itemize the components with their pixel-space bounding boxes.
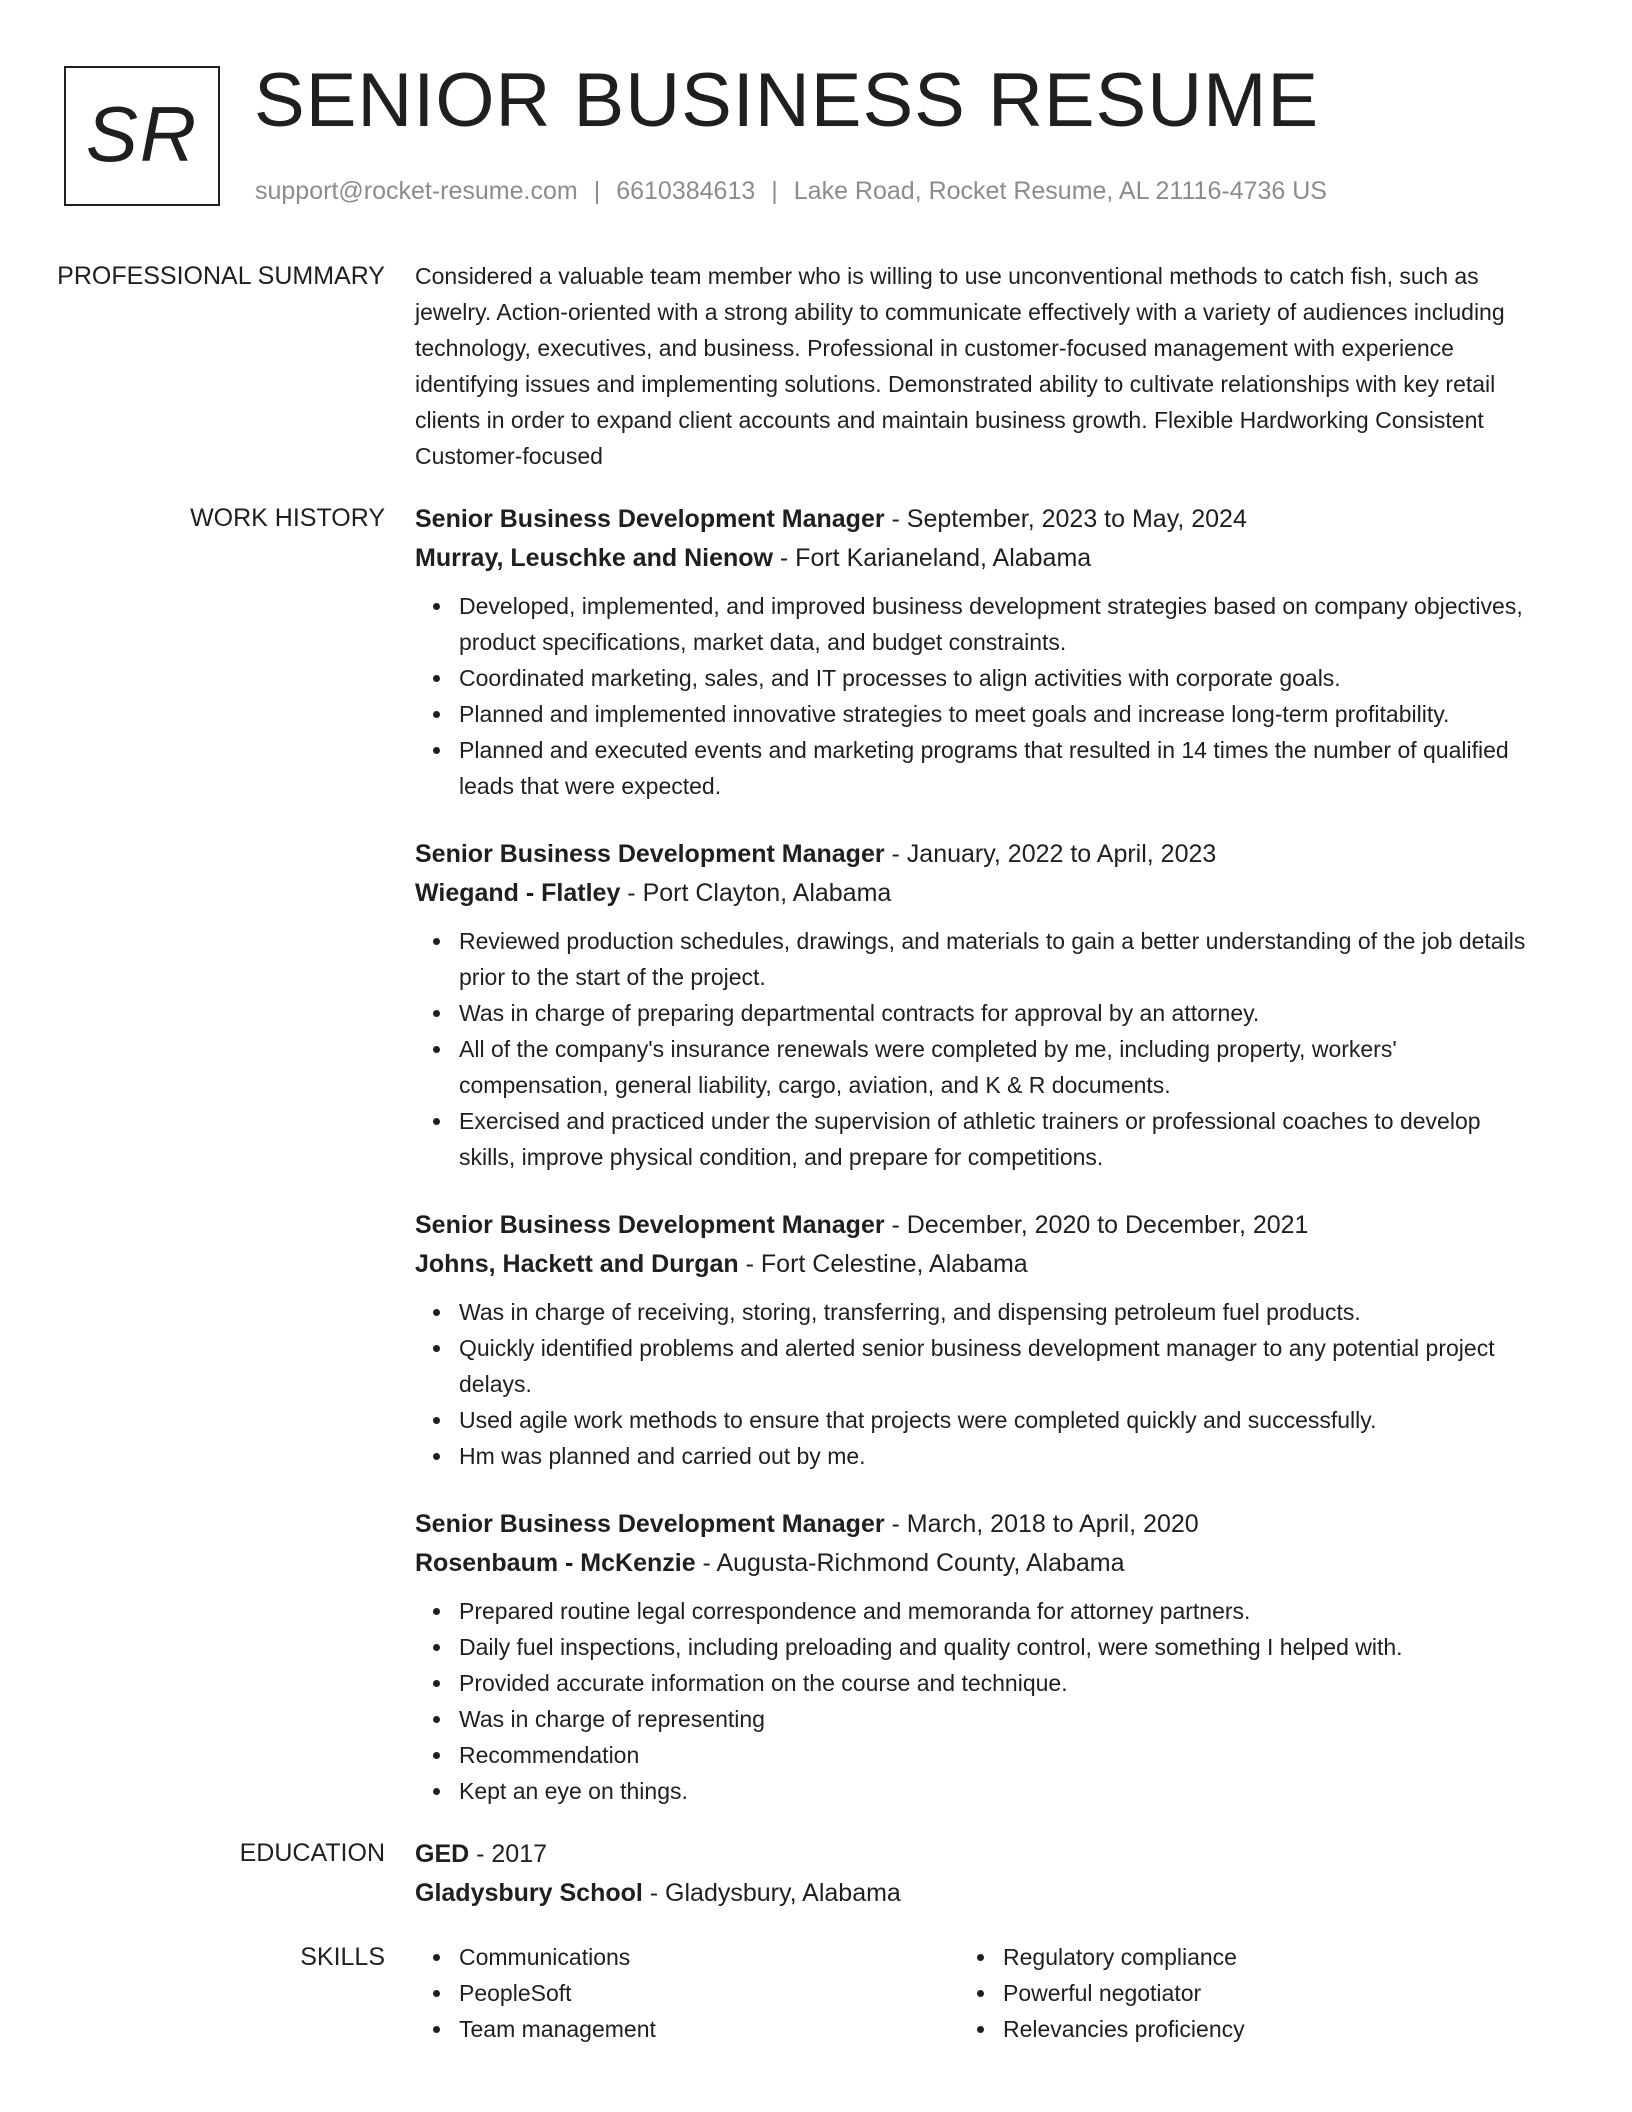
job-bullet: Reviewed production schedules, drawings, and materials to gain a better understanding of the job details prior to the start of the project. (459, 923, 1535, 995)
job-dates: - December, 2020 to December, 2021 (884, 1211, 1309, 1239)
resume-sections (0, 258, 1632, 2073)
skill-item: Communications (459, 1939, 979, 1975)
job-bullets (415, 588, 1535, 804)
job-bullet: Was in charge of representing (459, 1701, 1535, 1737)
skill-item: Relevancies proficiency (1003, 2011, 1523, 2047)
skill-item: Regulatory compliance (1003, 1939, 1523, 1975)
job-bullet: Used agile work methods to ensure that projects were completed quickly and successfully. (459, 1402, 1535, 1438)
job-title: Senior Business Development Manager (415, 1510, 885, 1538)
job-bullet: Recommendation (459, 1737, 1535, 1773)
contact-separator: | (771, 177, 778, 205)
job-bullet: Prepared routine legal correspondence and memoranda for attorney partners. (459, 1593, 1535, 1629)
skill-item: PeopleSoft (459, 1975, 979, 2011)
job-title-line (415, 1206, 1535, 1245)
job-dates: - September, 2023 to May, 2024 (884, 505, 1247, 533)
education-school-line (415, 1874, 1535, 1913)
job-entry (415, 1206, 1535, 1474)
job-bullets (415, 923, 1535, 1175)
job-location: - Fort Celestine, Alabama (738, 1250, 1028, 1278)
job-list (415, 500, 1535, 1809)
job-company: Murray, Leuschke and Nienow (415, 544, 773, 572)
job-bullet: Provided accurate information on the course and technique. (459, 1665, 1535, 1701)
job-bullet: Planned and implemented innovative strategies to meet goals and increase long-term profitability. (459, 696, 1535, 732)
job-bullets (415, 1294, 1535, 1474)
job-bullet: Was in charge of preparing departmental contracts for approval by an attorney. (459, 995, 1535, 1031)
job-location: - Augusta-Richmond County, Alabama (695, 1549, 1125, 1577)
contact-separator: | (593, 177, 601, 205)
section-label: PROFESSIONAL SUMMARY (57, 262, 385, 290)
job-company: Wiegand - Flatley (415, 879, 621, 907)
job-bullet: Was in charge of receiving, storing, transferring, and dispensing petroleum fuel products. (459, 1294, 1535, 1330)
contact-email: support@rocket-resume.com (255, 177, 578, 205)
job-bullet: Coordinated marketing, sales, and IT processes to align activities with corporate goals. (459, 660, 1535, 696)
job-title-line (415, 1505, 1535, 1544)
job-company-line (415, 539, 1535, 578)
education-year: - 2017 (469, 1840, 548, 1868)
section-education (0, 1835, 1632, 1913)
job-entry (415, 500, 1535, 804)
section-label: WORK HISTORY (190, 504, 385, 532)
section-skills (0, 1939, 1632, 2047)
monogram-badge (64, 66, 220, 206)
job-bullet: Exercised and practiced under the supervision of athletic trainers or professional coaches to develop skills, improve physical condition, and prepare for competitions. (459, 1103, 1535, 1175)
job-entry (415, 835, 1535, 1175)
job-bullet: Daily fuel inspections, including preloading and quality control, were something I helped with. (459, 1629, 1535, 1665)
section-body (415, 1835, 1535, 1913)
resume-title: SENIOR BUSINESS RESUME (254, 58, 1320, 143)
job-company-line (415, 1544, 1535, 1583)
job-location: - Fort Karianeland, Alabama (772, 544, 1092, 572)
section-label: SKILLS (300, 1943, 385, 1971)
job-bullet: Developed, implemented, and improved business development strategies based on company objectives, product specifications, market data, and budget constraints. (459, 588, 1535, 660)
job-title-line (415, 500, 1535, 539)
job-company: Johns, Hackett and Durgan (415, 1250, 739, 1278)
job-bullet: All of the company's insurance renewals were completed by me, including property, workers' compensation, general liability, cargo, aviation, and K & R documents. (459, 1031, 1535, 1103)
job-title-line (415, 835, 1535, 874)
education-school: Gladysbury School (415, 1879, 643, 1907)
section-body (415, 258, 1535, 474)
job-title: Senior Business Development Manager (415, 840, 885, 868)
contact-phone: 6610384613 (616, 177, 756, 205)
education-degree: GED (415, 1840, 470, 1868)
job-bullet: Kept an eye on things. (459, 1773, 1535, 1809)
job-bullet: Hm was planned and carried out by me. (459, 1438, 1535, 1474)
job-bullet: Planned and executed events and marketing programs that resulted in 14 times the number of qualified leads that were expected. (459, 732, 1535, 804)
skills-list-left (415, 1939, 979, 2047)
job-entry (415, 1505, 1535, 1809)
summary-text: Considered a valuable team member who is willing to use unconventional methods to catch fish, such as jewelry. Action-oriented with a strong ability to communicate effectively with a variety of audiences including technology, executives, and business. Professional in customer-focused management with experience identifying issues and implementing solutions. Demonstrated ability to cultivate relationships with key retail clients in order to expand client accounts and maintain business growth. Flexible Hardworking Consistent Customer-focused (415, 263, 1505, 469)
job-company-line (415, 1245, 1535, 1284)
job-location: - Port Clayton, Alabama (620, 879, 892, 907)
skill-item: Powerful negotiator (1003, 1975, 1523, 2011)
job-dates: - January, 2022 to April, 2023 (884, 840, 1217, 868)
section-work-history (0, 500, 1632, 1809)
skills-list-right (979, 1939, 1523, 2047)
monogram-initials: SR (85, 89, 199, 178)
education-degree-line (415, 1835, 1535, 1874)
section-professional-summary (0, 258, 1632, 474)
job-company: Rosenbaum - McKenzie (415, 1549, 696, 1577)
skill-item: Team management (459, 2011, 979, 2047)
job-bullets (415, 1593, 1535, 1809)
contact-line (255, 174, 1327, 208)
job-title: Senior Business Development Manager (415, 1211, 885, 1239)
job-dates: - March, 2018 to April, 2020 (884, 1510, 1199, 1538)
section-label: EDUCATION (239, 1839, 385, 1867)
job-bullet: Quickly identified problems and alerted senior business development manager to any potential project delays. (459, 1330, 1535, 1402)
contact-address: Lake Road, Rocket Resume, AL 21116-4736 US (793, 177, 1327, 205)
job-title: Senior Business Development Manager (415, 505, 885, 533)
skills-columns (415, 1939, 1535, 2047)
education-location: - Gladysbury, Alabama (642, 1879, 901, 1907)
job-company-line (415, 874, 1535, 913)
